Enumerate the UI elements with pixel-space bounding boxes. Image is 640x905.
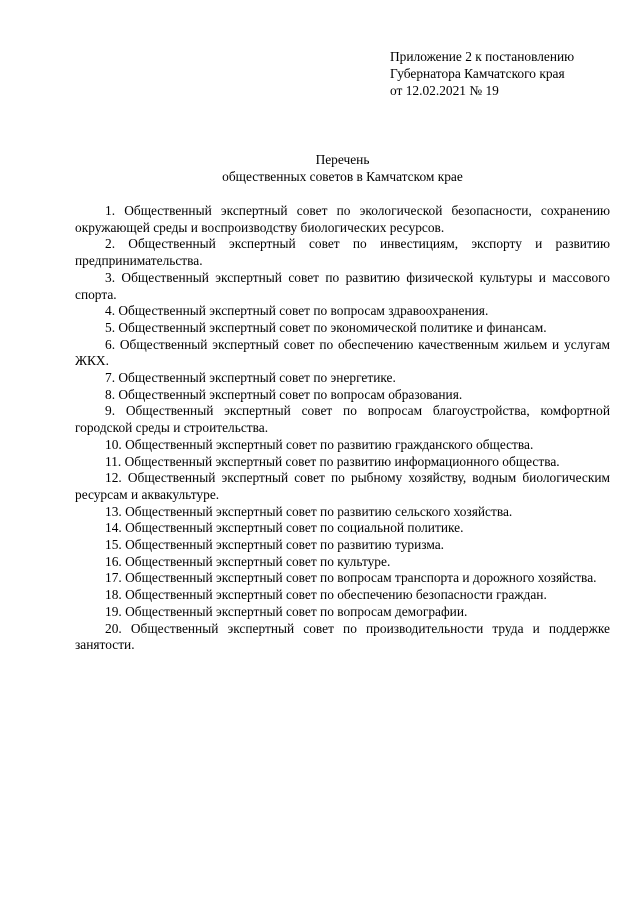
- list-item: 19. Общественный экспертный совет по вопросам демографии.: [105, 603, 468, 619]
- list-item: 8. Общественный экспертный совет по вопросам образования.: [105, 386, 463, 402]
- appendix-header: [390, 48, 630, 99]
- list-item: 16. Общественный экспертный совет по культуре.: [105, 553, 391, 569]
- appendix-line: от 12.02.2021 № 19: [390, 83, 499, 98]
- appendix-line: Приложение 2 к постановлению: [390, 49, 575, 64]
- list-item: 13. Общественный экспертный совет по развитию сельского хозяйства.: [105, 503, 513, 519]
- councils-list: [75, 203, 610, 654]
- list-item: 12. Общественный экспертный совет по рыбному хозяйству, водным биологическим ресурсам и аквакультуре.: [75, 470, 610, 502]
- list-item: 11. Общественный экспертный совет по развитию информационного общества.: [105, 453, 560, 469]
- list-item: 7. Общественный экспертный совет по энергетике.: [105, 370, 396, 386]
- list-item: 6. Общественный экспертный совет по обеспечению качественным жильем и услугам ЖКХ.: [75, 336, 610, 369]
- list-item: 1. Общественный экспертный совет по экологической безопасности, сохранению окружающей среды и воспроизводству биологических ресурсов.: [75, 203, 610, 235]
- list-item: 15. Общественный экспертный совет по развитию туризма.: [105, 537, 445, 553]
- document-heading: [75, 151, 610, 185]
- heading-title: Перечень: [315, 152, 370, 167]
- list-item: 14. Общественный экспертный совет по социальной политике.: [105, 520, 464, 536]
- list-item: 5. Общественный экспертный совет по экономической политике и финансам.: [105, 319, 547, 335]
- list-item: 2. Общественный экспертный совет по инвестициям, экспорту и развитию предпринимательства.: [75, 236, 610, 269]
- list-item: 18. Общественный экспертный совет по обеспечению безопасности граждан.: [105, 587, 547, 603]
- list-item: 3. Общественный экспертный совет по развитию физической культуры и массового спорта.: [75, 269, 610, 302]
- list-item: 10. Общественный экспертный совет по развитию гражданского общества.: [105, 436, 534, 452]
- heading-subtitle: общественных советов в Камчатском крае: [222, 169, 463, 184]
- list-item: 17. Общественный экспертный совет по вопросам транспорта и дорожного хозяйства.: [105, 570, 597, 586]
- list-item: 20. Общественный экспертный совет по производительности труда и поддержке занятости.: [75, 620, 610, 653]
- list-item: 9. Общественный экспертный совет по вопросам благоустройства, комфортной городской среды и строительства.: [75, 403, 610, 436]
- appendix-line: Губернатора Камчатского края: [390, 66, 565, 81]
- list-item: 4. Общественный экспертный совет по вопросам здравоохранения.: [105, 303, 489, 319]
